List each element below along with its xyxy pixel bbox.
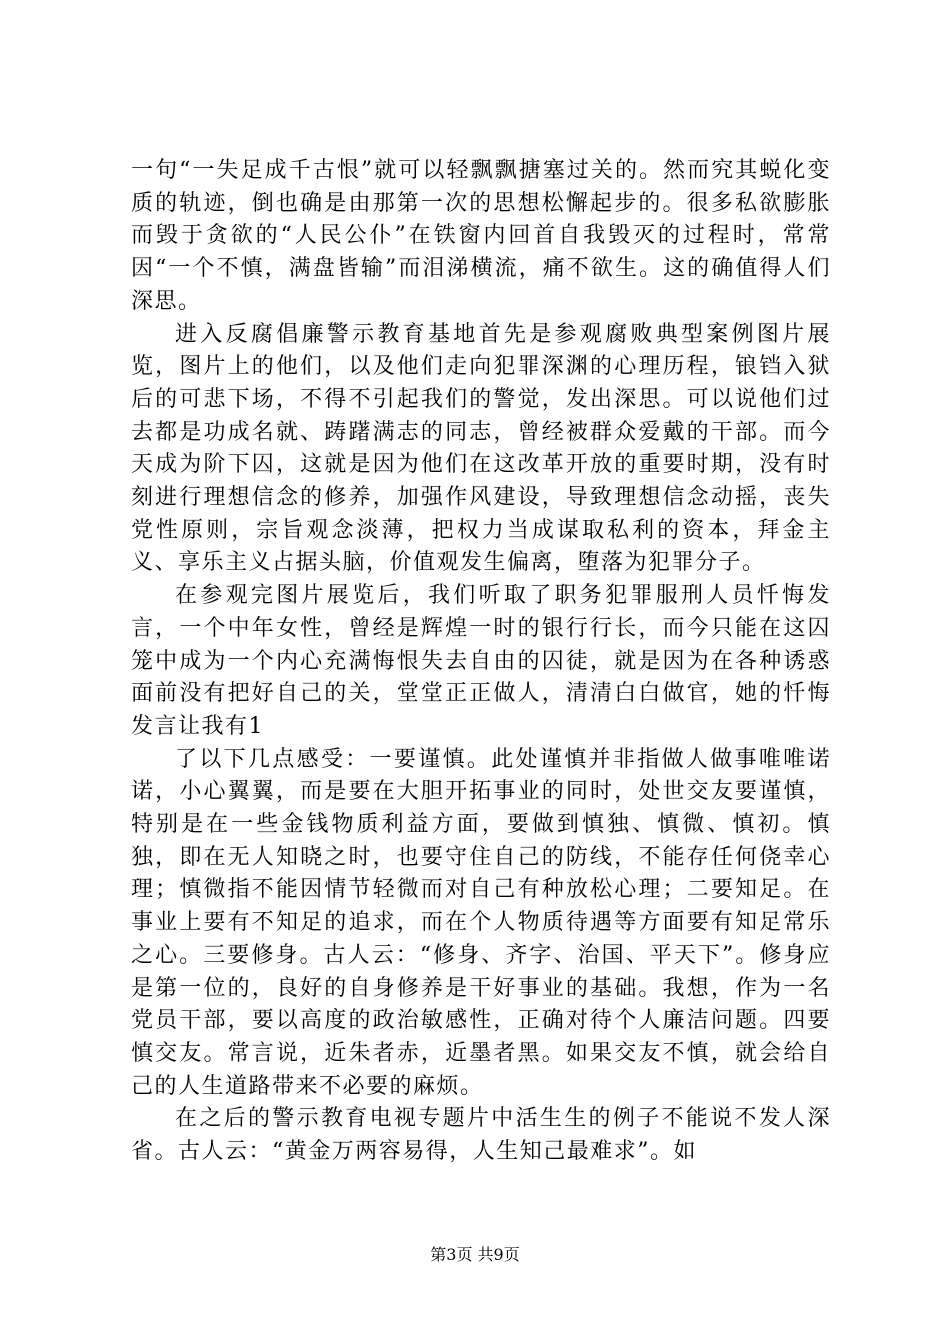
paragraph-3: 在参观完图片展览后，我们听取了职务犯罪服刑人员忏悔发言，一个中年女性，曾经是辉煌一时的银行行长，而今只能在这囚笼中成为一个内心充满悔恨失去自由的囚徒，就是因为在各种诱惑面前没有把好自己的关，堂堂正正做人，清清白白做官，她的忏悔发言让我有1 — [131, 583, 831, 739]
paragraph-4: 了以下几点感受：一要谨慎。此处谨慎并非指做人做事唯唯诺诺，小心翼翼，而是要在大胆开拓事业的同时，处世交友要谨慎，特别是在一些金钱物质利益方面，要做到慎独、慎微、慎初。慎独，即在无人知晓之时，也要守住自己的防线，不能存任何侥幸心理；慎微指不能因情节轻微而对自己有种放松心理；二要知足。在事业上要有不知足的追求，而在个人物质待遇等方面要有知足常乐之心。三要修身。古人云：“修身、齐字、治国、平天下”。修身应是第一位的，良好的自身修养是干好事业的基础。我想，作为一名党员干部，要以高度的政治敏感性，正确对待个人廉洁问题。四要慎交友。常言说，近朱者赤，近墨者黑。如果交友不慎，就会给自己的人生道路带来不必要的麻烦。 — [131, 746, 831, 1099]
paragraph-2: 进入反腐倡廉警示教育基地首先是参观腐败典型案例图片展览，图片上的他们，以及他们走向犯罪深渊的心理历程，锒铛入狱后的可悲下场，不得不引起我们的警觉，发出深思。可以说他们过去都是功成名就、踌躇满志的同志，曾经被群众爱戴的干部。而今天成为阶下囚，这就是因为他们在这改革开放的重要时期，没有时刻进行理想信念的修养，加强作风建设，导致理想信念动摇，丧失党性原则，宗旨观念淡薄，把权力当成谋取私利的资本，拜金主义、享乐主义占据头脑，价值观发生偏离，堕落为犯罪分子。 — [131, 321, 831, 576]
paragraph-5: 在之后的警示教育电视专题片中活生生的例子不能说不发人深省。古人云：“黄金万两容易得，人生知己最难求”。如 — [131, 1106, 831, 1165]
document-body — [131, 155, 831, 1169]
page-footer: 第3页 共9页 — [430, 1245, 520, 1264]
paragraph-1: 一句“一失足成千古恨”就可以轻飘飘搪塞过关的。然而究其蜕化变质的轨迹，倒也确是由那第一次的思想松懈起步的。很多私欲膨胀而毁于贪欲的“人民公仆”在铁窗内回首自我毁灭的过程时，常常因“一个不慎，满盘皆输”而泪涕横流，痛不欲生。这的确值得人们深思。 — [131, 158, 831, 314]
